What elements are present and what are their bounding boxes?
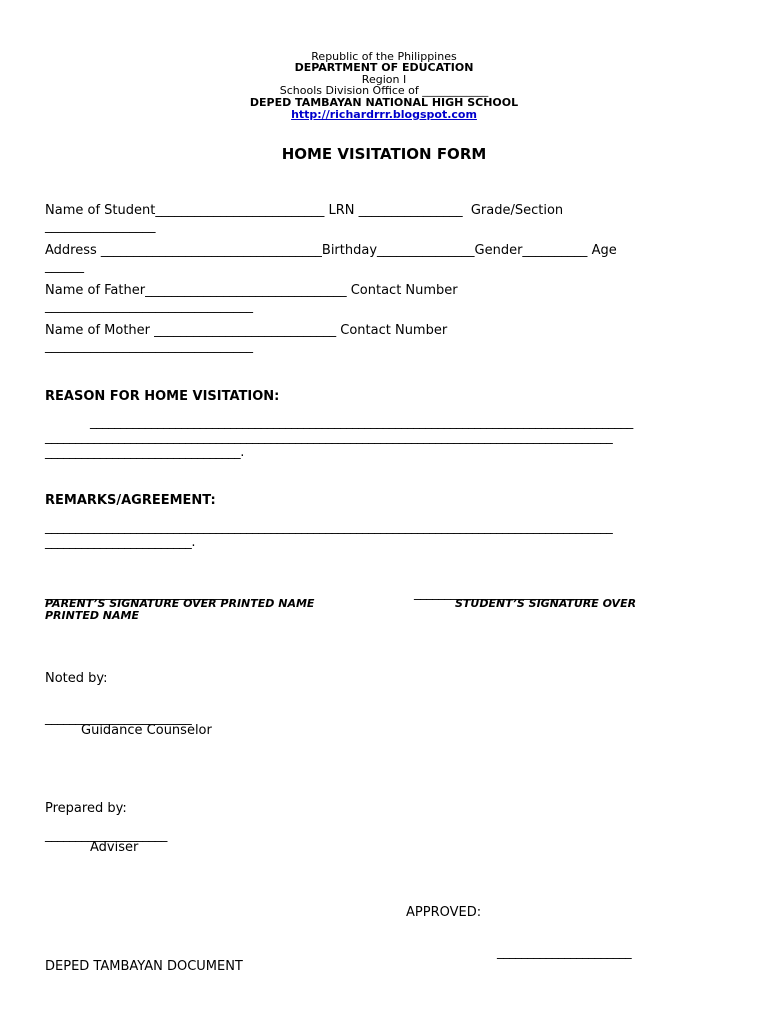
address-field-line[interactable]: Address __________________________________Birthday_______________Gender__________ Age xyxy=(45,243,617,258)
guidance-counselor-role: Guidance Counselor xyxy=(81,723,212,738)
adviser-signature-line[interactable]: ____________________ xyxy=(45,828,168,843)
parent-signature-caption: PARENT’S SIGNATURE OVER PRINTED NAME xyxy=(45,597,315,610)
adviser-role: Adviser xyxy=(90,840,139,855)
remarks-line[interactable]: ________________________. xyxy=(45,535,196,550)
header-school: DEPED TAMBAYAN NATIONAL HIGH SCHOOL xyxy=(249,96,519,109)
student-signature-caption-cont: PRINTED NAME xyxy=(45,609,139,622)
header-region: Region I xyxy=(361,73,407,86)
reason-line[interactable]: _________________________________________________________________________________________ xyxy=(90,415,633,430)
reason-line[interactable]: ________________________________. xyxy=(45,445,244,460)
mother-field-line-cont[interactable]: ________________________________ xyxy=(45,339,253,354)
header-department: DEPARTMENT OF EDUCATION xyxy=(294,61,474,74)
student-signature-caption: STUDENT’S SIGNATURE OVER xyxy=(455,597,637,610)
reason-line[interactable]: _____________________________________________________________________________________________ xyxy=(45,430,613,445)
remarks-line[interactable]: _____________________________________________________________________________________________ xyxy=(45,520,613,535)
mother-field-line[interactable]: Name of Mother ____________________________ Contact Number xyxy=(45,323,448,338)
student-signature-line[interactable]: ______________________________ xyxy=(414,586,598,601)
approver-signature-line[interactable]: ______________________ xyxy=(497,945,632,960)
header-url-link[interactable]: http://richardrrr.blogspot.com xyxy=(291,108,477,121)
approved-label: APPROVED: xyxy=(406,905,482,920)
header-republic: Republic of the Philippines xyxy=(311,50,457,63)
footer-document-label: DEPED TAMBAYAN DOCUMENT xyxy=(45,959,243,974)
father-field-line-cont[interactable]: ________________________________ xyxy=(45,299,253,314)
form-title: HOME VISITATION FORM xyxy=(281,145,487,163)
address-field-line-cont[interactable]: ______ xyxy=(45,259,84,274)
noted-by-label: Noted by: xyxy=(45,671,108,686)
remarks-heading: REMARKS/AGREEMENT: xyxy=(45,493,216,508)
parent-signature-line[interactable]: ______________________________ xyxy=(45,586,229,601)
guidance-signature-line[interactable]: ________________________ xyxy=(45,711,192,726)
student-field-line-cont[interactable]: _________________ xyxy=(45,219,156,234)
father-field-line[interactable]: Name of Father_______________________________ Contact Number xyxy=(45,283,458,298)
student-field-line[interactable]: Name of Student__________________________ LRN ________________ Grade/Section xyxy=(45,203,564,218)
header-division: Schools Division Office of ____________ xyxy=(279,84,489,97)
prepared-by-label: Prepared by: xyxy=(45,801,127,816)
reason-heading: REASON FOR HOME VISITATION: xyxy=(45,389,280,404)
